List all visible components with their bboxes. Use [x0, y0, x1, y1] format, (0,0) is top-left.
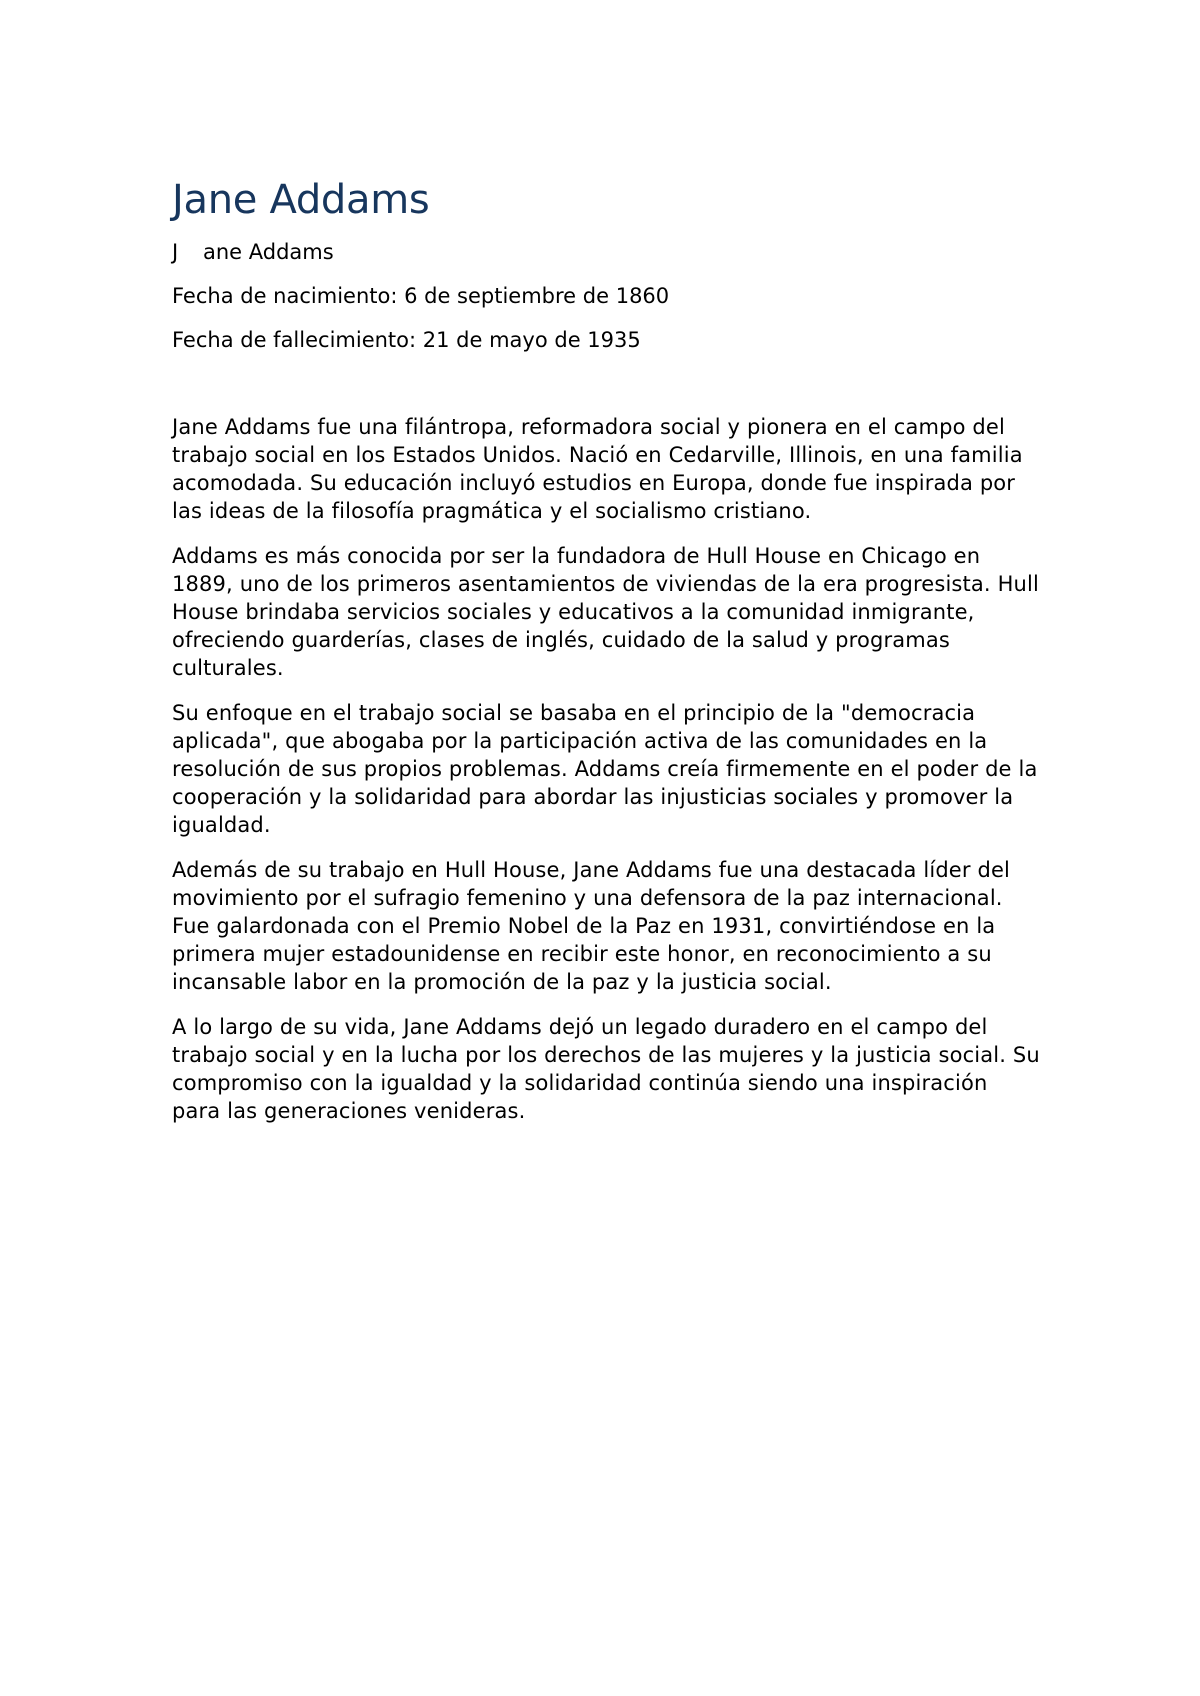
body-paragraph: Jane Addams fue una filántropa, reformadora social y pionera en el campo del trabajo social en los Estados Unidos. Nació en Cedarville, Illinois, en una familia acomodada. Su educación incluyó estudios en Europa, donde fue inspirada por las ideas de la filosofía pragmática y el socialismo cristiano. — [172, 415, 1023, 523]
death-date: Fecha de fallecimiento: 21 de mayo de 1935 — [172, 328, 641, 352]
person-name — [172, 238, 334, 266]
document-title: Jane Addams — [172, 177, 430, 223]
person-name-initial: J — [172, 240, 179, 264]
body-paragraph: A lo largo de su vida, Jane Addams dejó un legado duradero en el campo del trabajo social y en la lucha por los derechos de las mujeres y la justicia social. Su compromiso con la igualdad y la solidaridad continúa siendo una inspiración para las generaciones venideras. — [172, 1015, 1040, 1123]
body-paragraph: Addams es más conocida por ser la fundadora de Hull House en Chicago en 1889, uno de los primeros asentamientos de viviendas de la era progresista. Hull House brindaba servicios sociales y educativos a la comunidad inmigrante, ofreciendo guarderías, clases de inglés, cuidado de la salud y programas culturales. — [172, 544, 1039, 680]
body-paragraph: Su enfoque en el trabajo social se basaba en el principio de la "democracia aplicada", que abogaba por la participación activa de las comunidades en la resolución de sus propios problemas. Addams creía firmemente en el poder de la cooperación y la solidaridad para abordar las injusticias sociales y promover la igualdad. — [172, 701, 1038, 837]
body-paragraph: Además de su trabajo en Hull House, Jane Addams fue una destacada líder del movimiento por el sufragio femenino y una defensora de la paz internacional. Fue galardonada con el Premio Nobel de la Paz en 1931, convirtiéndose en la primera mujer estadounidense en recibir este honor, en reconocimiento a su incansable labor en la promoción de la paz y la justicia social. — [172, 858, 1011, 994]
person-name-rest: ane Addams — [203, 240, 334, 264]
birth-date: Fecha de nacimiento: 6 de septiembre de 1860 — [172, 284, 670, 308]
document-body — [172, 413, 1042, 1142]
